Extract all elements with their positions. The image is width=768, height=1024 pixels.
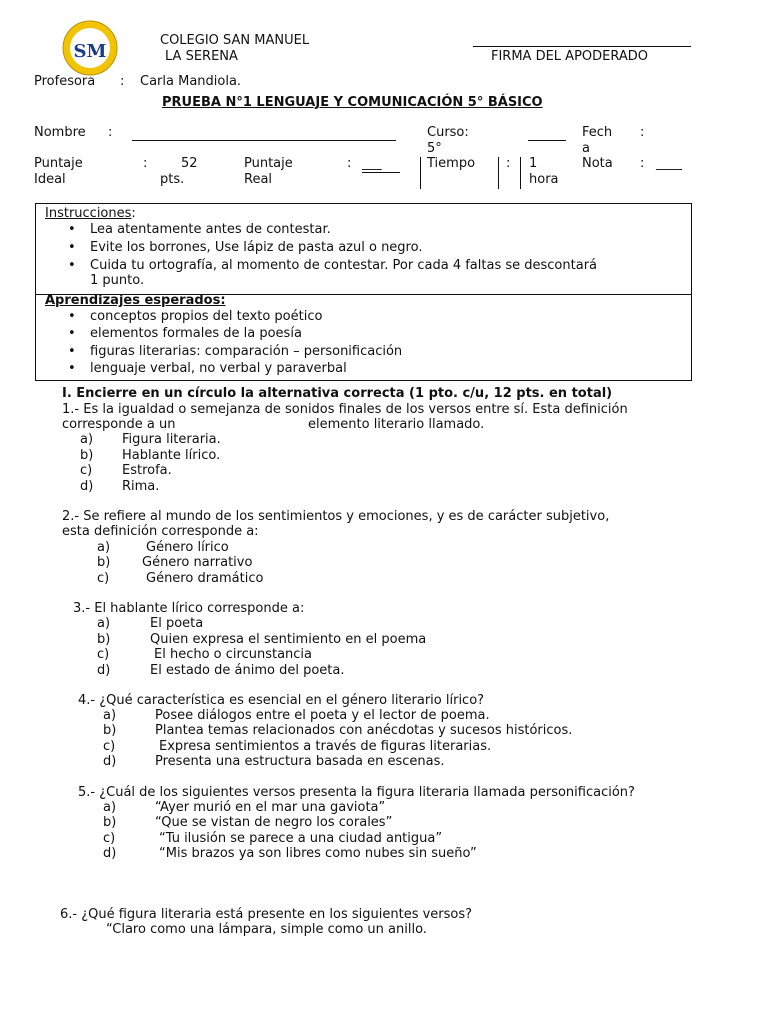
puntaje-ideal-label-1: Puntaje bbox=[34, 156, 83, 171]
learning-item: • conceptos propios del texto poético bbox=[90, 310, 322, 325]
instruction-item: • Lea atentamente antes de contestar. bbox=[90, 223, 331, 238]
option-text[interactable]: Estrofa. bbox=[122, 463, 172, 478]
signature-line bbox=[473, 46, 691, 47]
nombre-colon: : bbox=[108, 125, 113, 140]
puntaje-real-label-2: Real bbox=[244, 172, 273, 187]
option-letter[interactable]: c) bbox=[97, 647, 110, 662]
puntaje-ideal-unit: pts. bbox=[160, 172, 185, 187]
puntaje-real-label-1: Puntaje bbox=[244, 156, 293, 171]
question-1-text: corresponde a un bbox=[62, 417, 176, 432]
option-letter[interactable]: a) bbox=[80, 432, 94, 447]
teacher-colon: : bbox=[120, 74, 125, 89]
option-letter[interactable]: d) bbox=[97, 663, 111, 678]
tiempo-colon: : bbox=[506, 156, 511, 171]
nombre-field[interactable] bbox=[132, 140, 396, 141]
instruction-item-continuation: 1 punto. bbox=[90, 273, 145, 288]
question-2-text: esta definición corresponde a: bbox=[62, 524, 259, 539]
option-letter[interactable]: b) bbox=[97, 555, 111, 570]
school-logo bbox=[62, 20, 118, 76]
curso-value: 5° bbox=[427, 141, 442, 156]
option-text[interactable]: El hecho o circunstancia bbox=[154, 647, 312, 662]
question-3-text: 3.- El hablante lírico corresponde a: bbox=[73, 601, 305, 616]
fecha-label-1: Fech bbox=[582, 125, 613, 140]
option-text[interactable]: Quien expresa el sentimiento en el poema bbox=[150, 632, 427, 647]
learning-item: • figuras literarias: comparación – personificación bbox=[90, 345, 402, 360]
learning-heading: Aprendizajes esperados: bbox=[45, 293, 226, 308]
fecha-colon: : bbox=[640, 125, 645, 140]
puntaje-ideal-label-2: Ideal bbox=[34, 172, 66, 187]
exam-title: PRUEBA N°1 LENGUAJE Y COMUNICACIÓN 5° BÁSICO bbox=[162, 95, 543, 110]
nota-colon: : bbox=[640, 156, 645, 171]
instruction-item: • Evite los borrones, Use lápiz de pasta azul o negro. bbox=[90, 241, 422, 256]
option-letter[interactable]: a) bbox=[97, 540, 111, 555]
option-text[interactable]: Expresa sentimientos a través de figuras literarias. bbox=[159, 739, 492, 754]
option-letter[interactable]: b) bbox=[103, 723, 117, 738]
section-heading: I. Encierre en un círculo la alternativa correcta (1 pto. c/u, 12 pts. en total) bbox=[62, 386, 613, 401]
svg-text:SM: SM bbox=[73, 41, 107, 62]
learning-item: • elementos formales de la poesía bbox=[90, 327, 302, 342]
option-text[interactable]: “Que se vistan de negro los corales” bbox=[155, 815, 393, 830]
tiempo-value-1: 1 bbox=[529, 156, 538, 171]
option-text[interactable]: Género dramático bbox=[146, 571, 264, 586]
option-text[interactable]: Género lírico bbox=[146, 540, 229, 555]
curso-label: Curso: bbox=[427, 125, 469, 140]
option-letter[interactable]: c) bbox=[103, 831, 116, 846]
divider bbox=[498, 157, 499, 189]
teacher-name: Carla Mandiola. bbox=[140, 74, 242, 89]
option-text[interactable]: “Mis brazos ya son libres como nubes sin sueño” bbox=[159, 846, 477, 861]
option-text[interactable]: “Tu ilusión se parece a una ciudad antigua” bbox=[159, 831, 443, 846]
option-letter[interactable]: c) bbox=[80, 463, 93, 478]
option-text[interactable]: “Ayer murió en el mar una gaviota” bbox=[155, 800, 386, 815]
question-1-text: elemento literario llamado. bbox=[308, 417, 485, 432]
option-letter[interactable]: c) bbox=[97, 571, 110, 586]
tiempo-label: Tiempo bbox=[427, 156, 476, 171]
learning-item: • lenguaje verbal, no verbal y paraverbal bbox=[90, 362, 347, 377]
question-2-text: 2.- Se refiere al mundo de los sentimientos y emociones, y es de carácter subjetivo, bbox=[62, 509, 610, 524]
nota-label: Nota bbox=[582, 156, 613, 171]
option-letter[interactable]: a) bbox=[103, 708, 117, 723]
option-letter[interactable]: b) bbox=[80, 448, 94, 463]
option-text[interactable]: Género narrativo bbox=[142, 555, 253, 570]
nota-blank[interactable]: ____ bbox=[656, 156, 682, 171]
option-text[interactable]: Rima. bbox=[122, 479, 160, 494]
option-letter[interactable]: c) bbox=[103, 739, 116, 754]
puntaje-real-colon: : bbox=[347, 156, 352, 171]
question-4-text: 4.- ¿Qué característica es esencial en el género literario lírico? bbox=[78, 693, 485, 708]
option-letter[interactable]: d) bbox=[103, 846, 117, 861]
option-letter[interactable]: d) bbox=[103, 754, 117, 769]
option-letter[interactable]: b) bbox=[103, 815, 117, 830]
option-letter[interactable]: b) bbox=[97, 632, 111, 647]
question-5-text: 5.- ¿Cuál de los siguientes versos presenta la figura literaria llamada personificación? bbox=[78, 785, 635, 800]
divider bbox=[420, 157, 421, 189]
school-name: COLEGIO SAN MANUEL bbox=[160, 33, 310, 48]
puntaje-ideal-colon: : bbox=[143, 156, 148, 171]
option-text[interactable]: El poeta bbox=[150, 616, 204, 631]
option-text[interactable]: Posee diálogos entre el poeta y el lector de poema. bbox=[155, 708, 490, 723]
option-text[interactable]: El estado de ánimo del poeta. bbox=[150, 663, 345, 678]
question-6-verse: “Claro como una lámpara, simple como un anillo. bbox=[106, 922, 427, 937]
option-letter[interactable]: d) bbox=[80, 479, 94, 494]
question-6-text: 6.- ¿Qué figura literaria está presente en los siguientes versos? bbox=[60, 907, 473, 922]
option-letter[interactable]: a) bbox=[97, 616, 111, 631]
divider bbox=[520, 157, 521, 189]
puntaje-real-blank[interactable]: ___ bbox=[362, 156, 382, 171]
option-text[interactable]: Presenta una estructura basada en escenas. bbox=[155, 754, 445, 769]
teacher-label: Profesora bbox=[34, 74, 96, 89]
curso-field[interactable] bbox=[528, 140, 566, 141]
option-letter[interactable]: a) bbox=[103, 800, 117, 815]
puntaje-ideal-value: 52 bbox=[181, 156, 198, 171]
tiempo-value-2: hora bbox=[529, 172, 559, 187]
signature-label: FIRMA DEL APODERADO bbox=[491, 49, 649, 64]
option-text[interactable]: Hablante lírico. bbox=[122, 448, 221, 463]
question-1-text: 1.- Es la igualdad o semejanza de sonidos finales de los versos entre sí. Esta definición bbox=[62, 402, 628, 417]
school-city: LA SERENA bbox=[165, 49, 238, 64]
fecha-label-2: a bbox=[582, 141, 590, 156]
option-text[interactable]: Plantea temas relacionados con anécdotas y sucesos históricos. bbox=[155, 723, 573, 738]
option-text[interactable]: Figura literaria. bbox=[122, 432, 221, 447]
puntaje-real-underline bbox=[362, 172, 400, 173]
instructions-heading: Instrucciones: bbox=[45, 206, 136, 221]
instruction-item: • Cuida tu ortografía, al momento de contestar. Por cada 4 faltas se descontará bbox=[90, 259, 597, 274]
nombre-label: Nombre bbox=[34, 125, 86, 140]
